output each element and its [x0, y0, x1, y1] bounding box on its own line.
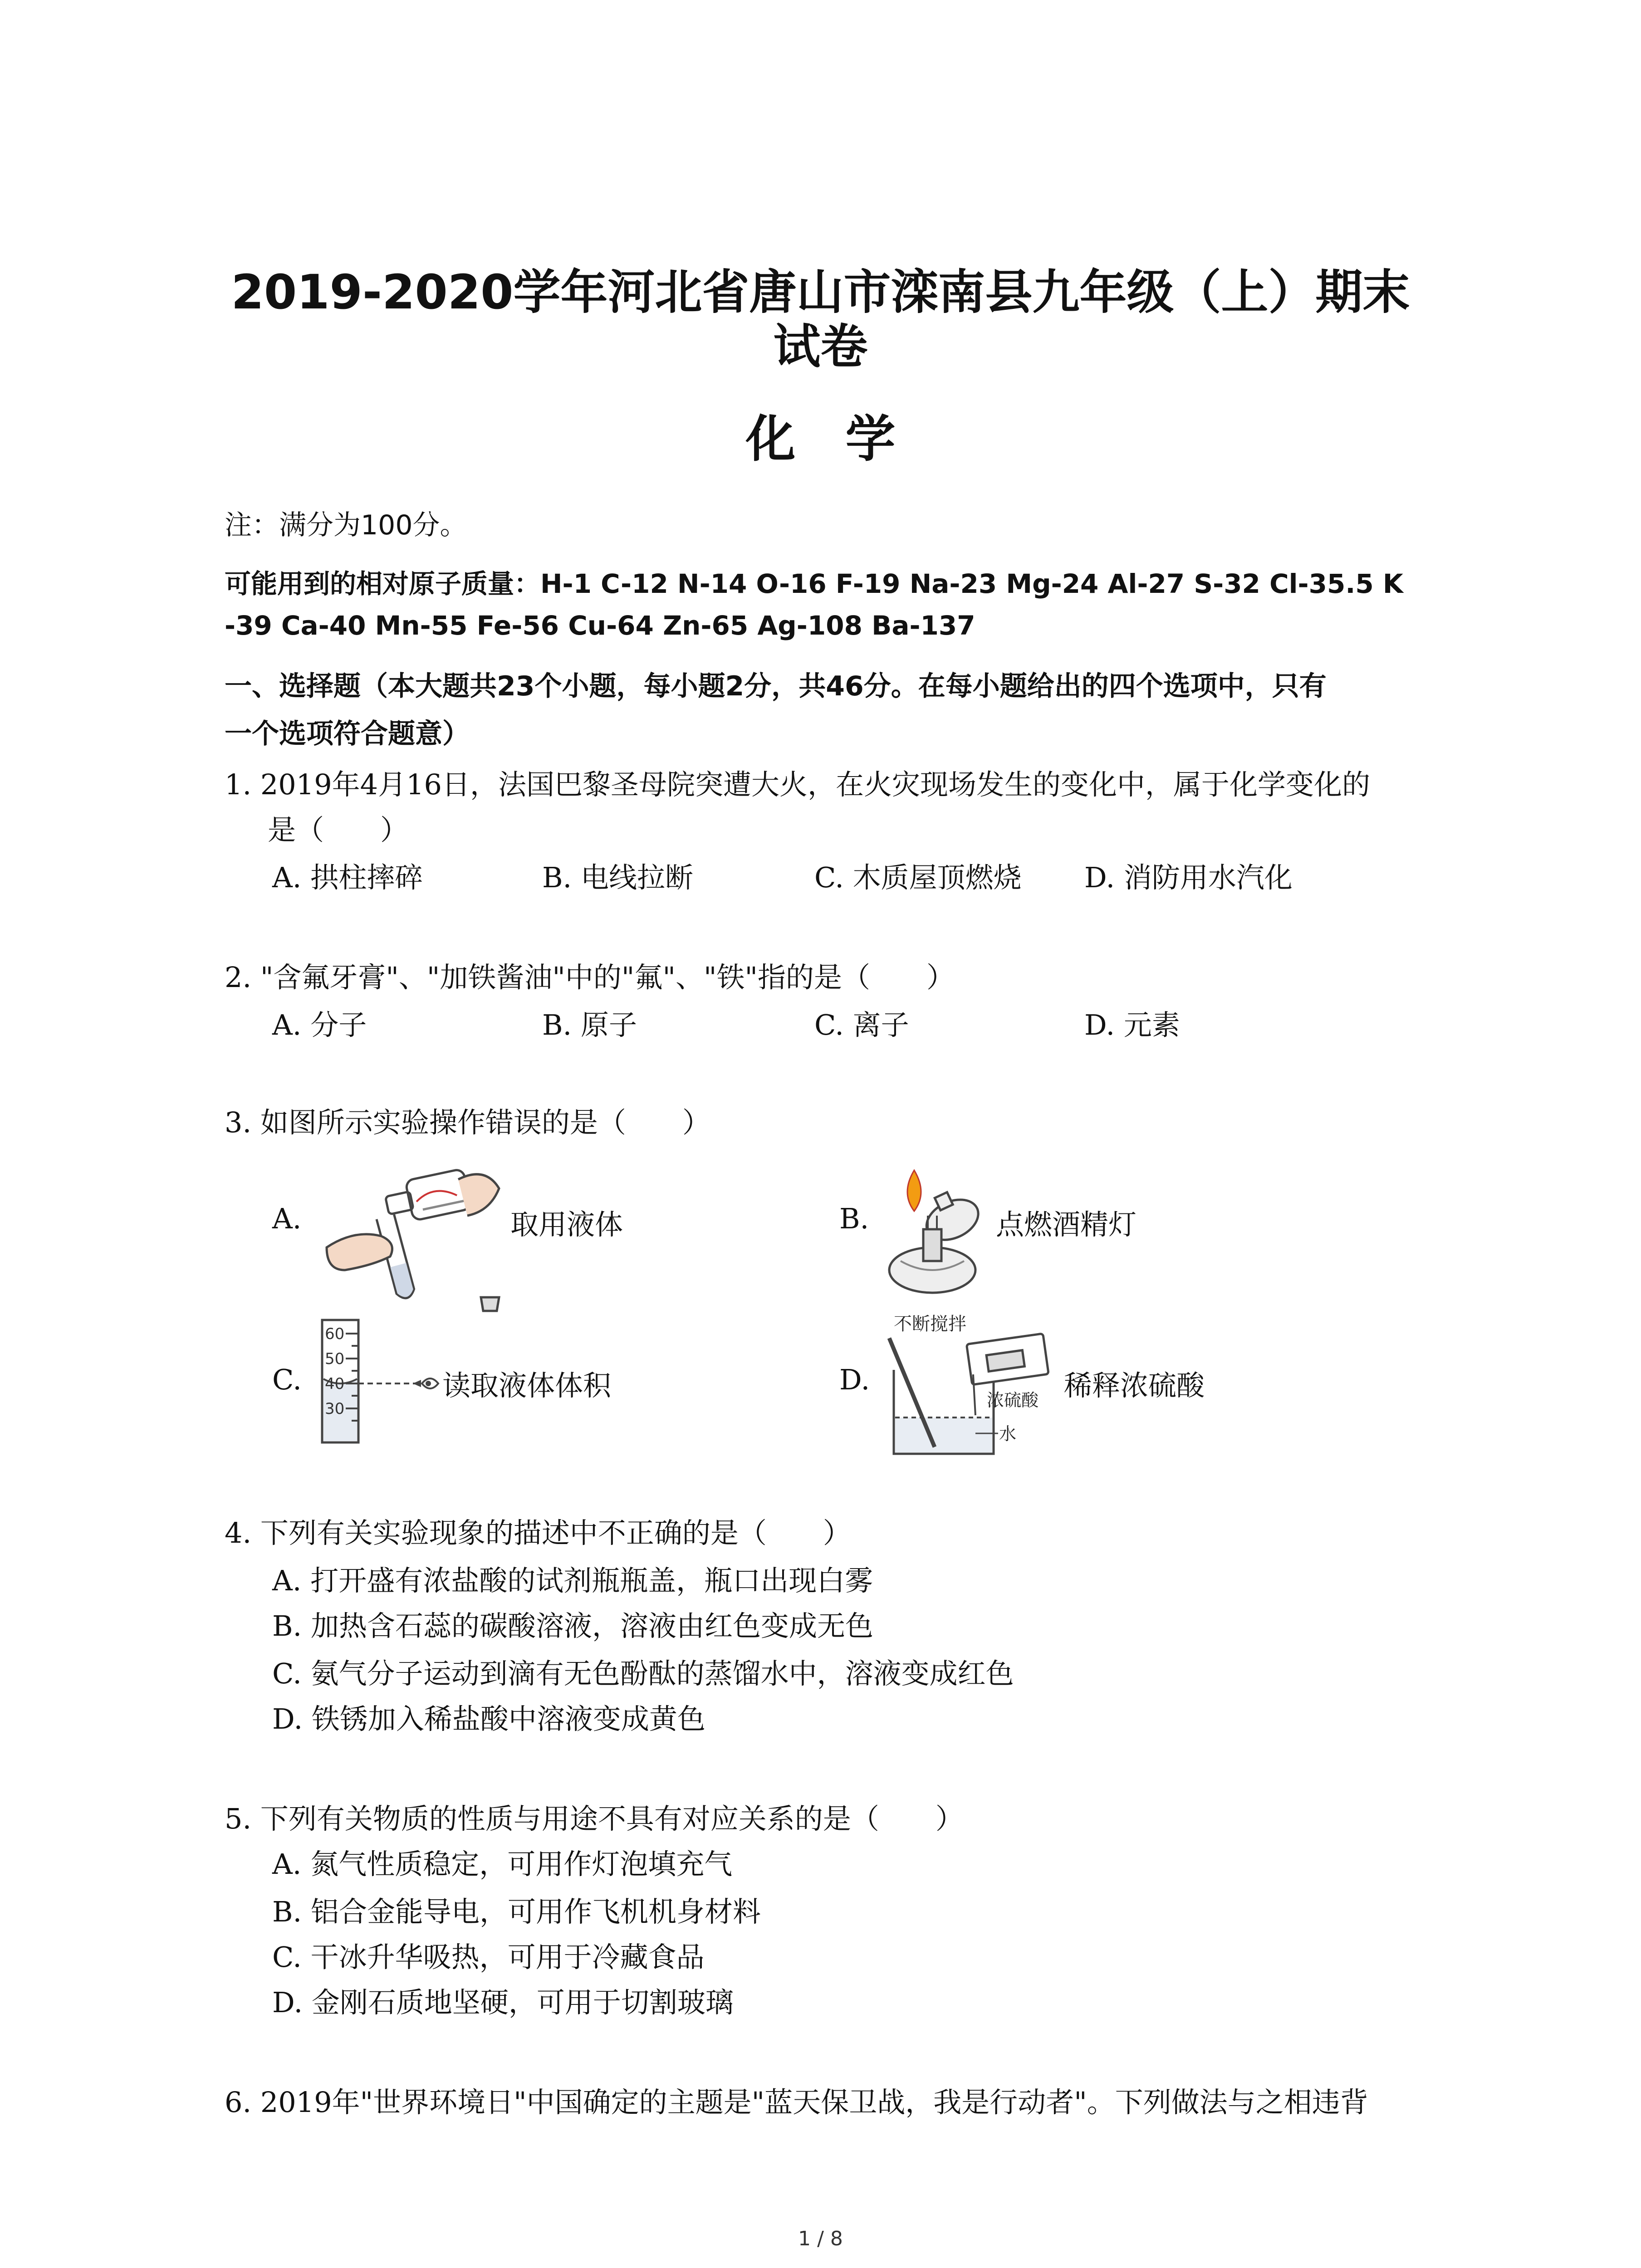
question-4-option-a: A. 打开盛有浓盐酸的试剂瓶瓶盖，瓶口出现白雾	[272, 1564, 873, 1597]
question-1-option-c: C. 木质屋顶燃烧	[814, 861, 1022, 894]
question-5-option-a: A. 氮气性质稳定，可用作灯泡填充气	[272, 1848, 733, 1881]
question-1-stem-cont: 是（ ）	[268, 813, 409, 846]
question-5-option-c: C. 干冰升华吸热，可用于冷藏食品	[272, 1941, 705, 1974]
atomic-mass-line2: -39 Ca-40 Mn-55 Fe-56 Cu-64 Zn-65 Ag-108 Ba-137	[225, 610, 975, 641]
exam-title-line1: 2019-2020学年河北省唐山市滦南县九年级（上）期末	[231, 264, 1410, 320]
question-2-option-d: D. 元素	[1084, 1008, 1180, 1041]
question-4-option-b: B. 加热含石蕊的碳酸溶液，溶液由红色变成无色	[272, 1609, 873, 1642]
question-1-option-b: B. 电线拉断	[542, 861, 693, 894]
question-1-option-d: D. 消防用水汽化	[1084, 861, 1293, 894]
cylinder-tick-30: 30	[325, 1400, 345, 1418]
dilute-sulfuric-acid-illustration	[885, 1311, 1057, 1461]
question-2-option-b: B. 原子	[542, 1008, 637, 1041]
figure-c-caption: 读取液体体积	[442, 1369, 612, 1402]
question-2-option-c: C. 离子	[814, 1008, 909, 1041]
cylinder-tick-60: 60	[325, 1325, 345, 1343]
question-4-option-c: C. 氨气分子运动到滴有无色酚酞的蒸馏水中，溶液变成红色	[272, 1657, 1014, 1690]
cylinder-tick-50: 50	[325, 1350, 345, 1368]
question-5-stem: 5. 下列有关物质的性质与用途不具有对应关系的是（ ）	[225, 1802, 964, 1835]
figure-a-caption: 取用液体	[510, 1208, 623, 1241]
score-note: 注：满分为100分。	[225, 509, 467, 541]
page-number: 1 / 8	[798, 2227, 843, 2250]
figure-d-letter: D.	[839, 1363, 870, 1396]
question-1-stem: 1. 2019年4月16日，法国巴黎圣母院突遭大火，在火灾现场发生的变化中，属于化学变化的	[225, 768, 1370, 801]
question-5-option-d: D. 金刚石质地坚硬，可用于切割玻璃	[272, 1986, 734, 2019]
section-heading-line2: 一个选项符合题意）	[225, 718, 470, 750]
figure-b-caption: 点燃酒精灯	[996, 1208, 1137, 1241]
question-5-option-b: B. 铝合金能导电，可用作飞机机身材料	[272, 1895, 761, 1928]
cylinder-tick-40: 40	[325, 1375, 345, 1393]
pouring-liquid-illustration	[318, 1161, 508, 1315]
question-2-option-a: A. 分子	[272, 1008, 367, 1041]
figure-b-letter: B.	[839, 1202, 869, 1235]
label-stir-continuously: 不断搅拌	[894, 1314, 966, 1334]
section-heading-line1: 一、选择题（本大题共23个小题，每小题2分，共46分。在每小题给出的四个选项中，只有	[225, 670, 1327, 702]
figure-a-letter: A.	[272, 1202, 302, 1235]
question-4-option-d: D. 铁锈加入稀盐酸中溶液变成黄色	[272, 1702, 705, 1735]
figure-d-caption: 稀释浓硫酸	[1064, 1369, 1205, 1402]
question-1-option-a: A. 拱柱摔碎	[272, 861, 423, 894]
question-2-stem: 2. "含氟牙膏"、"加铁酱油"中的"氟"、"铁"指的是（ ）	[225, 961, 955, 994]
label-concentrated-sulfuric-acid: 浓硫酸	[987, 1390, 1039, 1410]
subject-title: 化学	[745, 410, 945, 468]
alcohol-lamp-illustration	[882, 1161, 991, 1297]
label-water: 水	[999, 1424, 1017, 1444]
atomic-mass-line1: 可能用到的相对原子质量：H-1 C-12 N-14 O-16 F-19 Na-23 Mg-24 Al-27 S-32 Cl-35.5 K	[225, 568, 1403, 599]
exam-title-line2: 试卷	[773, 319, 868, 374]
question-4-stem: 4. 下列有关实验现象的描述中不正确的是（ ）	[225, 1516, 851, 1549]
figure-c-letter: C.	[272, 1363, 302, 1396]
question-3-stem: 3. 如图所示实验操作错误的是（ ）	[225, 1106, 710, 1139]
graduated-cylinder-illustration	[318, 1320, 440, 1447]
question-6-stem: 6. 2019年"世界环境日"中国确定的主题是"蓝天保卫战，我是行动者"。下列做法与之相违背	[225, 2086, 1368, 2119]
